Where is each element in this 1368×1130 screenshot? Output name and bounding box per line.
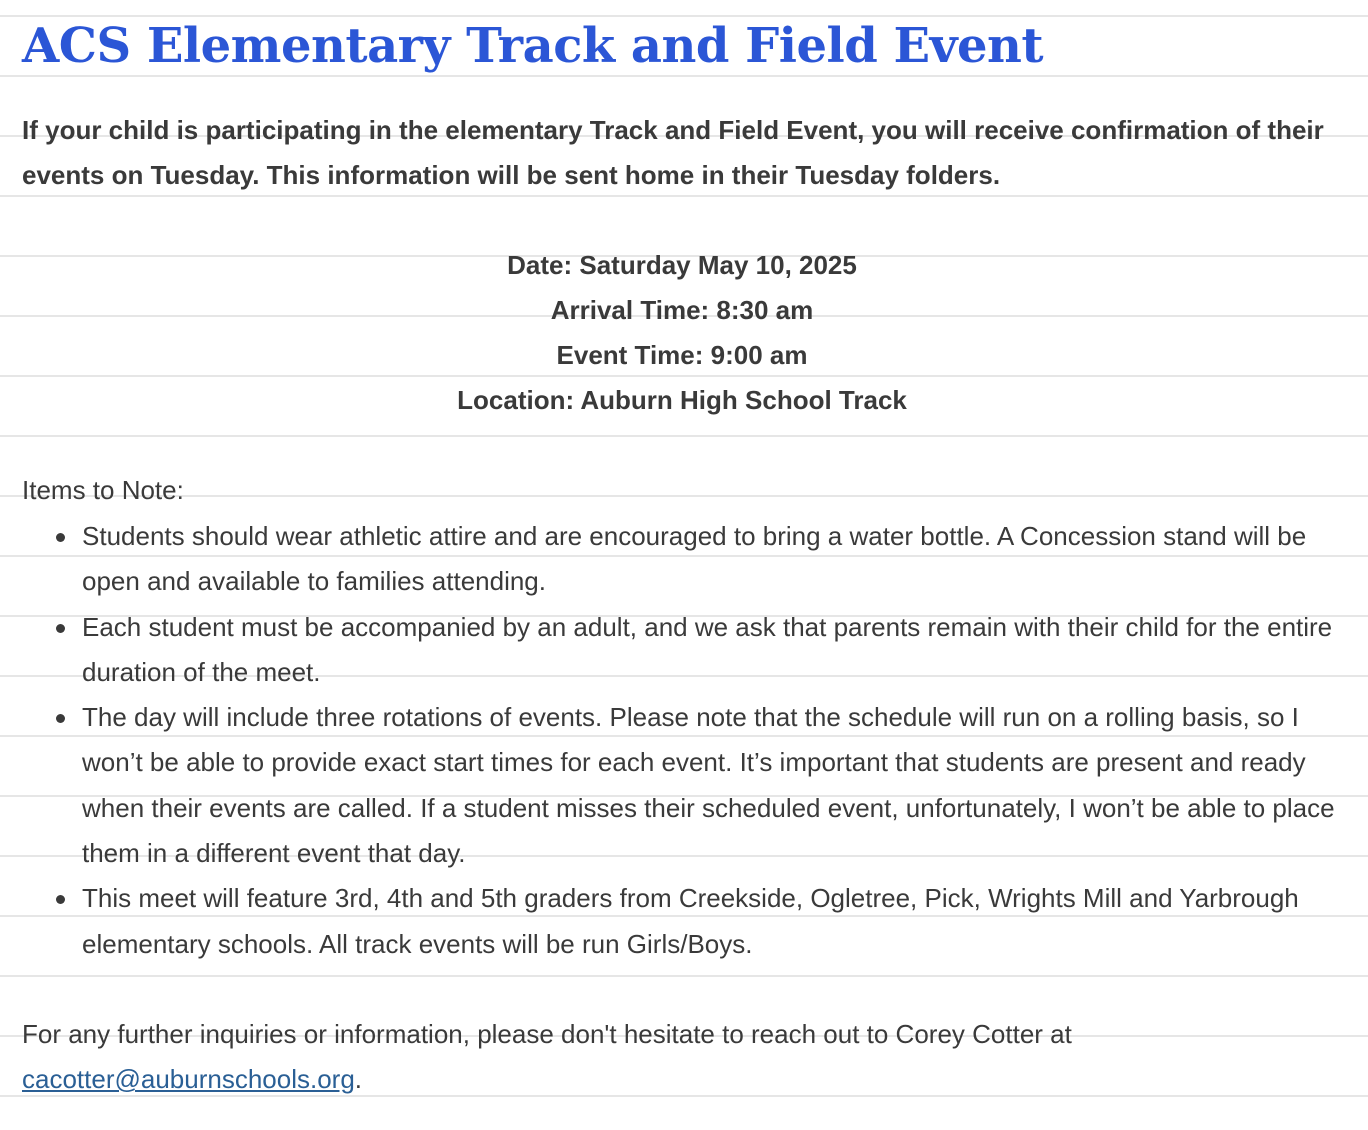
intro-paragraph: If your child is participating in the elementary Track and Field Event, you will receive confirmation of their events on Tuesday. This information will be sent home in their Tuesday folders. — [22, 115, 1324, 190]
contact-paragraph — [22, 1012, 1342, 1102]
arrival-time: Arrival Time: 8:30 am — [550, 295, 814, 325]
list-item — [22, 605, 1348, 696]
contact-end: . — [354, 1064, 363, 1094]
list-item-text: This meet will feature 3rd, 4th and 5th graders from Creekside, Ogletree, Pick, Wrights Mill and Yarbrough elementary schools. All track events will be run Girls/Boys. — [82, 883, 1299, 959]
event-details — [22, 243, 1342, 423]
event-date: Date: Saturday May 10, 2025 — [507, 250, 857, 280]
bullet-icon — [56, 895, 65, 904]
list-item-text: The day will include three rotations of events. Please note that the schedule will run on a rolling basis, so I won’t be able to provide exact start times for each event. It’s important that students are present and ready when their events are called. If a student misses their scheduled event, unfortunately, I won’t be able to place them in a different event that day. — [82, 702, 1335, 869]
event-time: Event Time: 9:00 am — [556, 340, 808, 370]
list-item — [22, 876, 1348, 967]
contact-email-link[interactable]: cacotter@auburnschools.org — [22, 1064, 355, 1094]
bullet-icon — [56, 624, 65, 633]
list-item-text: Students should wear athletic attire and are encouraged to bring a water bottle. A Concession stand will be open and available to families attending. — [82, 521, 1307, 597]
contact-text: For any further inquiries or information, please don't hesitate to reach out to Corey Cotter at — [22, 1019, 1072, 1049]
bullet-icon — [56, 714, 65, 723]
notes-heading: Items to Note: — [22, 475, 184, 505]
list-item — [22, 695, 1348, 876]
list-item-text: Each student must be accompanied by an adult, and we ask that parents remain with their child for the entire duration of the meet. — [82, 611, 1333, 687]
list-item — [22, 514, 1348, 605]
page-title: ACS Elementary Track and Field Event — [22, 18, 1044, 74]
event-location: Location: Auburn High School Track — [457, 385, 907, 415]
notes-list — [22, 514, 1348, 967]
bullet-icon — [56, 533, 65, 542]
